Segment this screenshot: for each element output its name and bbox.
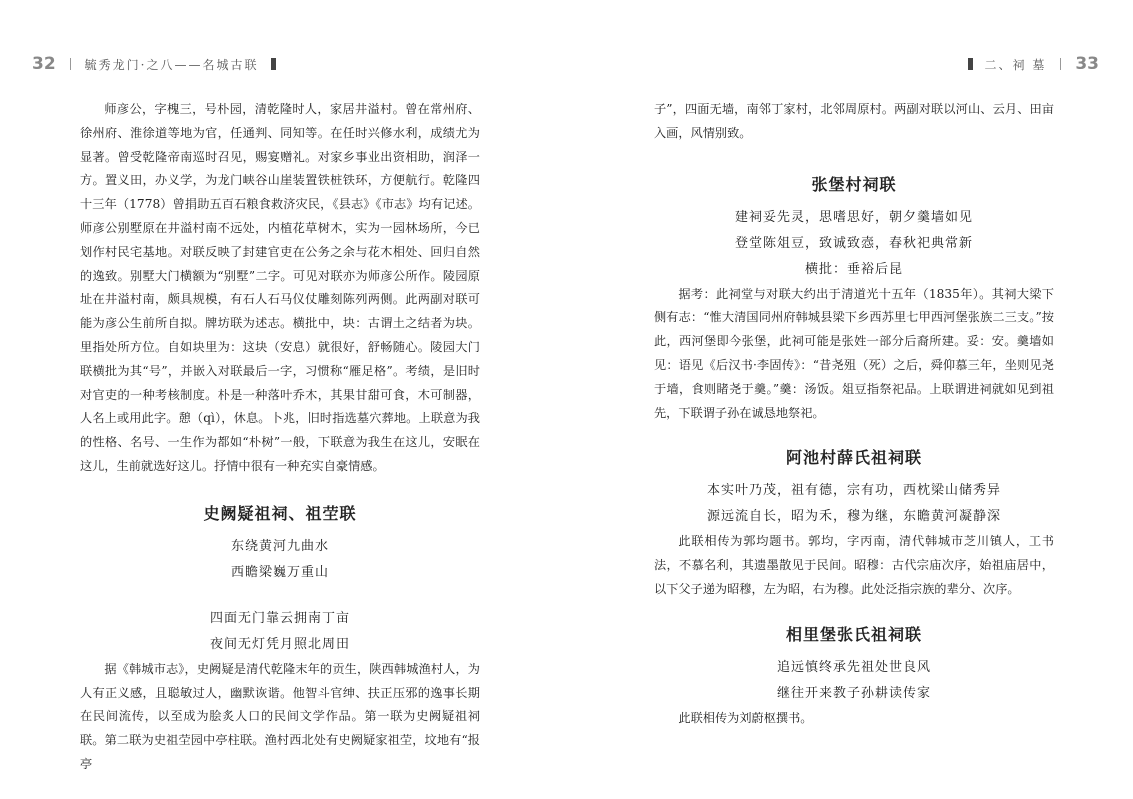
left-page-number: 32 bbox=[32, 54, 56, 74]
body-paragraph: 据《韩城市志》，史阙疑是清代乾隆末年的贡生，陕西韩城渔村人，为人有正义感，且聪敏过人，幽默诙谐。他智斗官绅、扶正压邪的逸事长期在民间流传，以至成为脍炙人口的民间文学作品。第一联为史阙疑祖祠联。第二联为史祖茔园中亭柱联。渔村西北处有史阙疑家祖茔，坟地有“报亭 bbox=[80, 661, 480, 771]
header-separator bbox=[1060, 58, 1061, 70]
body-paragraph: 据考：此祠堂与对联大约出于清道光十五年（1835年）。其祠大梁下侧有志：“惟大清国同州府韩城县梁下乡西苏里七甲西河堡张族二三支。”按此，西河堡即今张堡，此祠可能是张姓一部分后裔所建。妥：安。羹墙如见：语见《后汉书·李固传》：“昔尧殂（死）之后，舜仰慕三年，坐则见尧于墙，食则睹尧于羹。”羹：汤饭。俎豆指祭祀品。上联谓进祠就如见到祖先，下联谓子孙在诚恳地祭祀。 bbox=[654, 286, 1054, 420]
header-separator bbox=[70, 58, 71, 70]
section-heading: 张堡村祠联 bbox=[811, 174, 897, 194]
right-page bbox=[654, 98, 1054, 731]
header-block-marker bbox=[968, 58, 973, 70]
couplet-line: 源远流自长，昭为禾，穆为继，东瞻黄河凝静深 bbox=[706, 509, 1001, 525]
body-paragraph: 此联相传为郭均题书。郭均，字丙南，清代韩城市芝川镇人，工书法，不慕名利，其遗墨散见于民间。昭穆：古代宗庙次序，始祖庙居中，以下父子递为昭穆，左为昭，右为穆。此处泛指宗族的辈分、次序。 bbox=[654, 534, 1054, 596]
couplet-line: 西瞻梁巍万重山 bbox=[230, 564, 329, 580]
section-heading: 史阙疑祖祠、祖茔联 bbox=[203, 503, 357, 523]
right-page-number: 33 bbox=[1075, 54, 1099, 74]
header-block-marker bbox=[271, 58, 276, 70]
couplet-line: 夜间无灯凭月照北周田 bbox=[209, 636, 350, 652]
body-paragraph: 师彦公，字槐三，号朴园，清乾隆时人，家居井溢村。曾在常州府、徐州府、淮徐道等地为官，任通判、同知等。在任时兴修水利，成绩尤为显著。曾受乾隆帝南巡时召见，赐宴赠礼。对家乡事业出资相助，润泽一方。置义田，办义学，为龙门峡谷山崖装置铁桩铁环，方便航行。乾隆四十三年（1778）曾捐助五百石粮食救济灾民，《县志》《市志》均有记述。师彦公别墅原在井溢村南不远处，内植花草树木，实为一园林场所，今已划作村民宅基地。对联反映了封建官吏在公务之余与花木相处、回归自然的逸致。别墅大门横额为“别墅”二字。可见对联亦为师彦公所作。陵园原址在井溢村南，颇具规模，有石人石马仪仗雕刻陈列两侧。此两副对联可能为彦公生前所自拟。牌坊联为述志。横批中，块：古谓土之结者为块。里指处所方位。自如块里为：这块（安息）就很好，舒畅随心。陵园大门联横批为其“号”，并嵌入对联最后一字，习惯称“雁足格”。考绩，是旧时对官吏的一种考核制度。朴是一种落叶乔木，其果甘甜可食，木可制器，人名上或用此字。憩（qì），休息。卜兆，旧时指选墓穴葬地。上联意为我的性格、名号、一生作为都如“朴树”一般，下联意为我生在这儿，安眠在这儿，生前就选好这儿。抒情中很有一种充实自豪情感。 bbox=[80, 102, 480, 473]
spacer bbox=[80, 586, 480, 606]
left-page-header bbox=[32, 50, 288, 78]
chapter-title: 二、祠 墓 bbox=[984, 57, 1047, 72]
section-heading: 阿池村薛氏祖祠联 bbox=[785, 448, 922, 468]
couplet-line: 本实叶乃茂，祖有德，宗有功，西枕梁山储秀异 bbox=[706, 483, 1001, 499]
couplet-line: 继往开来教子孙耕读传家 bbox=[776, 685, 931, 701]
couplet-banner: 横批：垂裕后昆 bbox=[804, 261, 903, 277]
left-page bbox=[80, 98, 480, 777]
couplet-line: 追远慎终承先祖处世良风 bbox=[776, 659, 931, 675]
couplet-line: 建祠妥先灵，思嗜思好，朝夕羹墙如见 bbox=[734, 209, 973, 225]
book-title: 毓秀龙门·之八——名城古联 bbox=[84, 57, 259, 72]
couplet-line: 四面无门靠云拥南丁亩 bbox=[209, 610, 350, 626]
couplet-line: 东绕黄河九曲水 bbox=[230, 538, 329, 554]
section-heading: 相里堡张氏祖祠联 bbox=[785, 624, 922, 644]
couplet-line: 登堂陈俎豆，致诚致悫，春秋祀典常新 bbox=[734, 235, 973, 251]
right-page-header bbox=[956, 50, 1100, 78]
continued-paragraph: 子”，四面无墙，南邻丁家村，北邻周原村。两副对联以河山、云月、田亩入画，风情别致。 bbox=[654, 102, 1054, 140]
body-paragraph: 此联相传为刘蔚枢撰书。 bbox=[678, 710, 813, 725]
